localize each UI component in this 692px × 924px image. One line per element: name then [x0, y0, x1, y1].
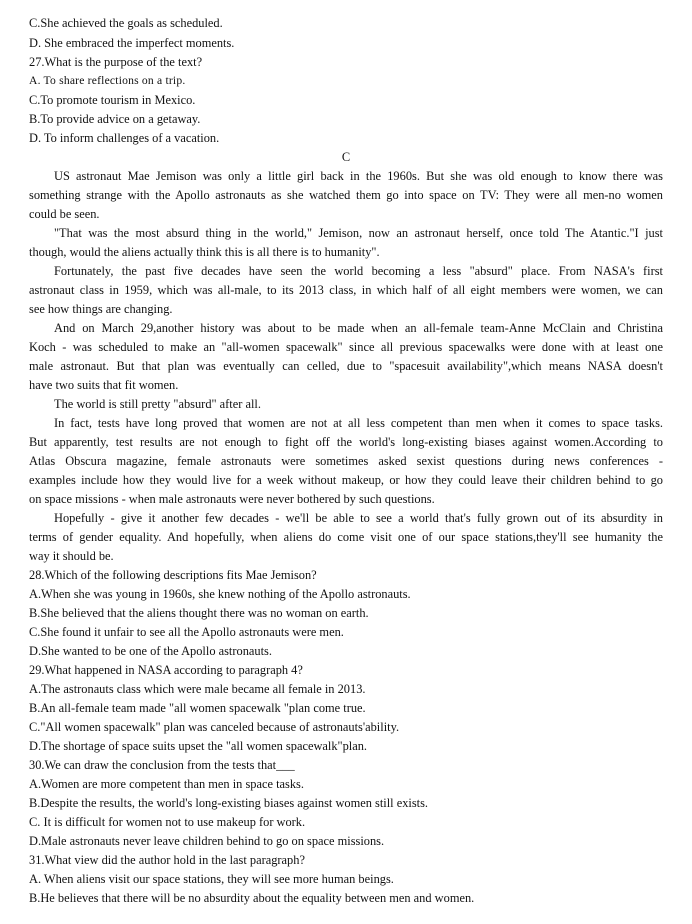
q29-option-c: C."All women spacewalk" plan was canceled because of astronauts'ability.	[29, 720, 400, 734]
passage-p6-line: But apparently, test results are not enough to fight off the world's long-existing biases against women.According to	[29, 435, 663, 449]
passage-p6-line: Atlas Obscura magazine, female astronauts were sometimes asked sexist questions during news conferences -	[29, 454, 663, 468]
q29-option-d: D.The shortage of space suits upset the "all women spacewalk"plan.	[29, 739, 368, 753]
q31-option-a: A. When aliens visit our space stations, they will see more human beings.	[29, 872, 394, 886]
passage-p6-line: In fact, tests have long proved that women are not at all less competent than men when it comes to space tasks.	[54, 416, 663, 430]
q31-stem: 31.What view did the author hold in the last paragraph?	[29, 853, 305, 867]
passage-p7-line: terms of gender equality. And hopefully, when aliens do come visit one of our space stations,they'll see humanity the	[29, 530, 663, 544]
passage-p3-line: astronaut class in 1959, which was all-male, to its 2013 class, in which half of all eight members were women, we can	[29, 283, 663, 297]
passage-p4-line: And on March 29,another history was about to be made when an all-female team-Anne McClain and Christina	[54, 321, 663, 335]
q29-option-b: B.An all-female team made "all women spacewalk "plan come true.	[29, 701, 366, 715]
q28-option-b: B.She believed that the aliens thought there was no woman on earth.	[29, 606, 369, 620]
passage-p2-line: "That was the most absurd thing in the world," Jemison, now an astronaut herself, once told The Atantic."I just	[54, 226, 663, 240]
q28-option-a: A.When she was young in 1960s, she knew nothing of the Apollo astronauts.	[29, 587, 411, 601]
passage-p4-line: male astronaut. But that plan was eventually can celled, due to "spacesuit availability",which means NASA doesn't	[29, 359, 663, 373]
q27-option-b: B.To provide advice on a getaway.	[29, 112, 201, 126]
q30-option-c: C. It is difficult for women not to use makeup for work.	[29, 815, 306, 829]
q30-option-b: B.Despite the results, the world's long-existing biases against women still exists.	[29, 796, 429, 810]
q28-option-d: D.She wanted to be one of the Apollo astronauts.	[29, 644, 272, 658]
q29-option-a: A.The astronauts class which were male became all female in 2013.	[29, 682, 366, 696]
q26-option-c: C.She achieved the goals as scheduled.	[29, 16, 223, 30]
passage-p1-line: something strange with the Apollo astronauts as she watched them go into space on TV: They were all men-no women	[29, 188, 663, 202]
q29-stem: 29.What happened in NASA according to paragraph 4?	[29, 663, 303, 677]
section-letter: C	[341, 150, 351, 164]
q31-option-b: B.He believes that there will be no absurdity about the equality between men and women.	[29, 891, 475, 905]
q28-option-c: C.She found it unfair to see all the Apollo astronauts were men.	[29, 625, 344, 639]
passage-p4-line: have two suits that fit women.	[29, 378, 179, 392]
q30-stem: 30.We can draw the conclusion from the tests that___	[29, 758, 295, 772]
passage-p4-line: Koch - was scheduled to make an "all-women spacewalk" since all previous spacewalks were done with at least one	[29, 340, 663, 354]
q30-option-d: D.Male astronauts never leave children behind to go on space missions.	[29, 834, 385, 848]
q27-stem: 27.What is the purpose of the text?	[29, 55, 203, 69]
passage-p5-line: The world is still pretty "absurd" after all.	[54, 397, 261, 411]
passage-p1-line: US astronaut Mae Jemison was only a little girl back in the 1960s. But she was old enough to know there was	[54, 169, 663, 183]
q28-stem: 28.Which of the following descriptions fits Mae Jemison?	[29, 568, 317, 582]
passage-p3-line: Fortunately, the past five decades have seen the world becoming a less "absurd" place. From NASA's first	[54, 264, 663, 278]
passage-p3-line: see how things are changing.	[29, 302, 173, 316]
q27-option-a: A. To share reflections on a trip.	[29, 74, 186, 87]
passage-p2-line: though, would the aliens actually think this is all there is to humanity".	[29, 245, 380, 259]
passage-p7-line: Hopefully - give it another few decades - we'll be able to see a world that's fully grown out of its absurdity in	[54, 511, 663, 525]
q26-option-d: D. She embraced the imperfect moments.	[29, 36, 235, 50]
passage-p6-line: examples include how they would live for a week without makeup, or how they could leave their children behind to go	[29, 473, 663, 487]
passage-p7-line: way it should be.	[29, 549, 114, 563]
passage-p6-line: on space missions - when male astronauts were never bothered by such questions.	[29, 492, 435, 506]
q27-option-c: C.To promote tourism in Mexico.	[29, 93, 196, 107]
q30-option-a: A.Women are more competent than men in space tasks.	[29, 777, 304, 791]
q27-option-d: D. To inform challenges of a vacation.	[29, 131, 220, 145]
passage-p1-line: could be seen.	[29, 207, 100, 221]
